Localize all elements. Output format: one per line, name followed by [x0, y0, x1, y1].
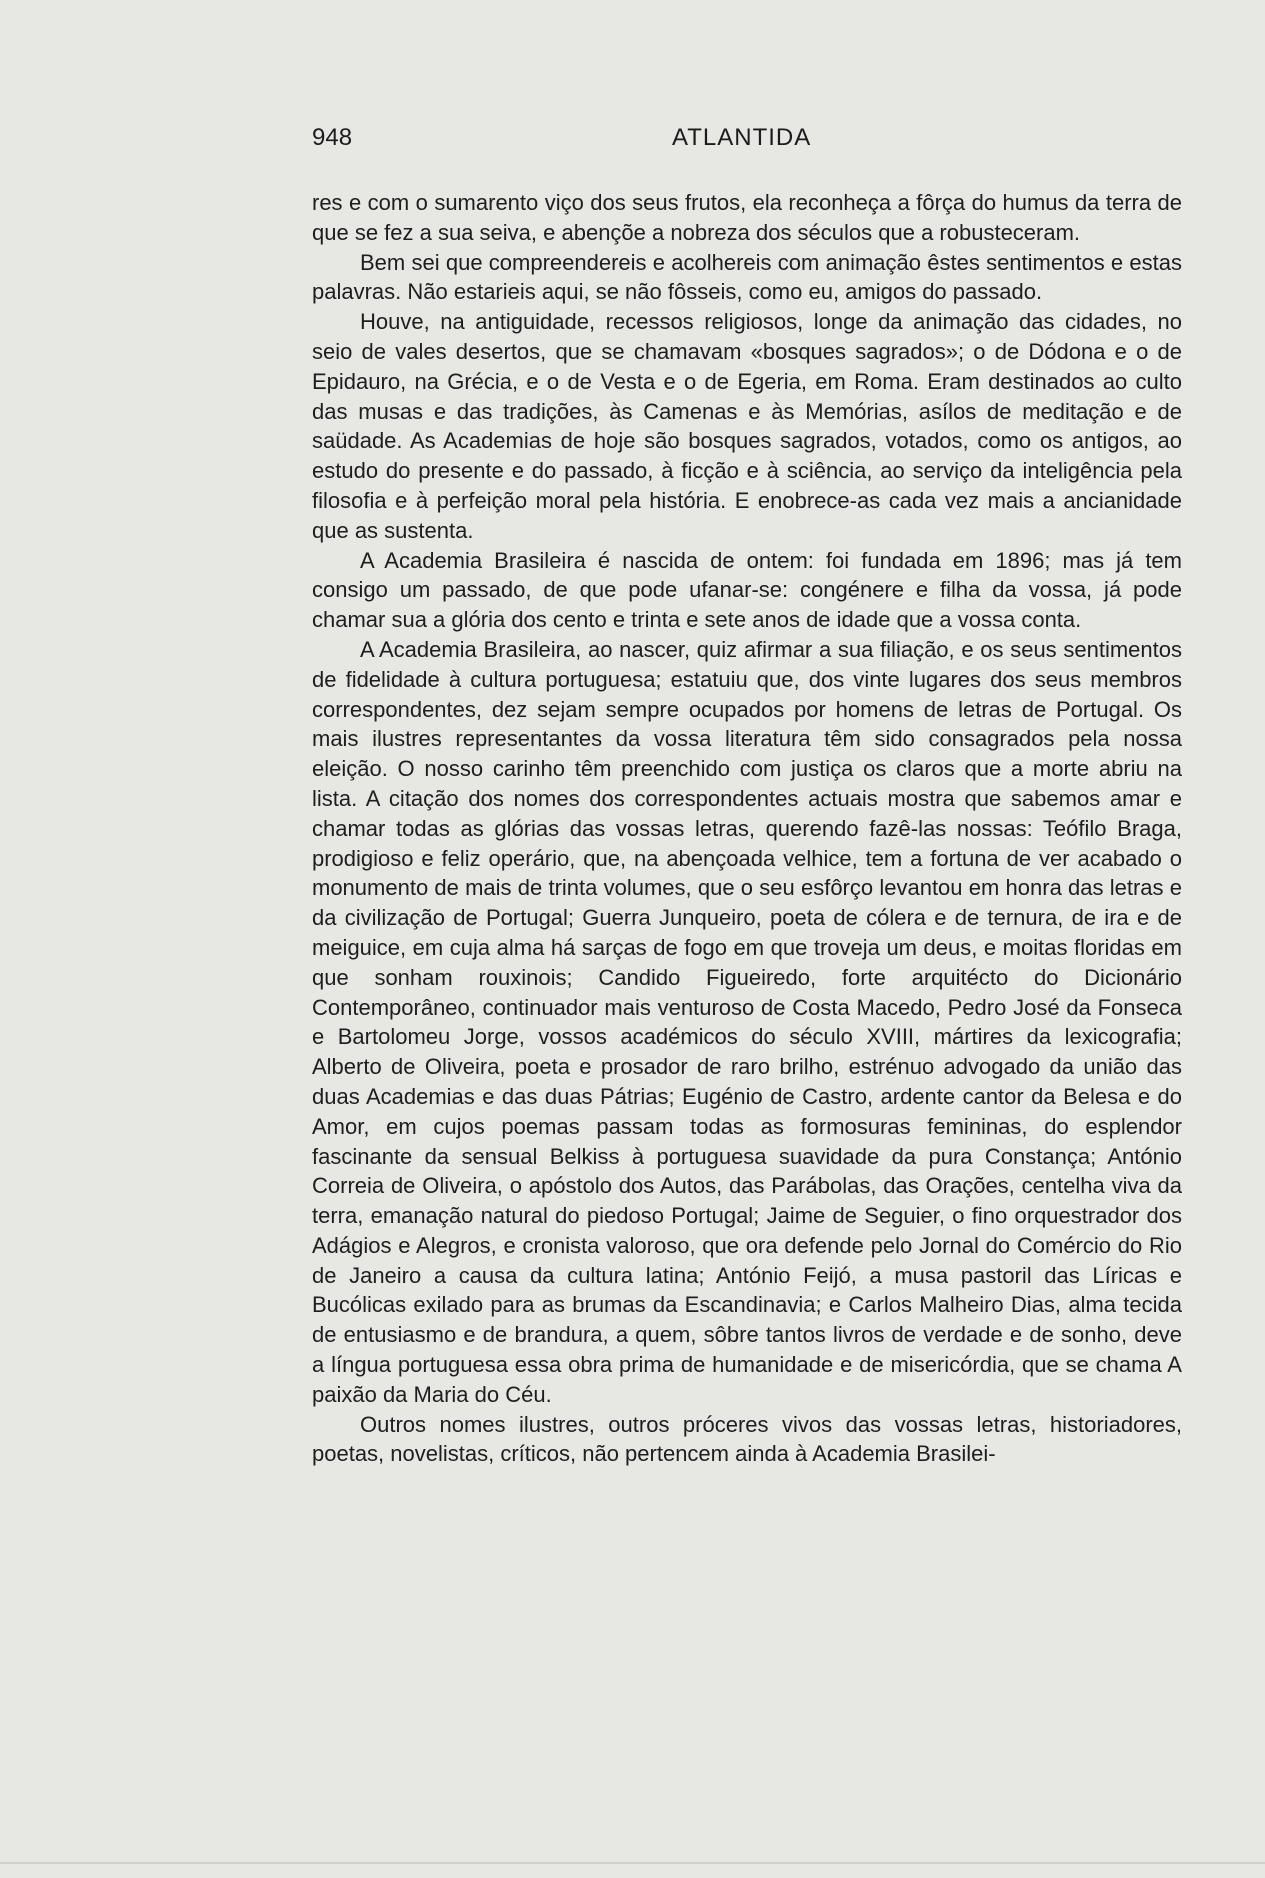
page-header: [312, 124, 1182, 164]
paragraph: Houve, na antiguidade, recessos religiosos, longe da animação das cidades, no seio de vales desertos, que se chamavam «bosques sagrados»; o de Dódona e o de Epidauro, na Grécia, e o de Vesta e o de Egeria, em Roma. Eram destinados ao culto das musas e das tradições, às Camenas e às Memórias, asílos de meditação e de saüdade. As Academias de hoje são bosques sagrados, votados, como os antigos, ao estudo do presente e do passado, à ficção e à sciência, ao serviço da inteligência pela filosofia e à perfeição moral pela história. E enobrece-as cada vez mais a ancianidade que as sustenta.: [312, 309, 1182, 543]
body-text: [312, 188, 1182, 1469]
paragraph: Outros nomes ilustres, outros próceres vivos das vossas letras, historiadores, poetas, novelistas, críticos, não pertencem ainda à Academia Brasilei-: [312, 1411, 1182, 1467]
paragraph: Bem sei que compreendereis e acolhereis com animação êstes sentimentos e estas palavras. Não estarieis aqui, se não fôsseis, como eu, amigos do passado.: [312, 249, 1182, 305]
paragraph: A Academia Brasileira, ao nascer, quiz afirmar a sua filiação, e os seus sentimentos de fidelidade à cultura portuguesa; estatuiu que, dos vinte lugares dos seus membros correspondentes, dez sejam sempre ocupados por homens de letras de Portugal. Os mais ilustres representantes da vossa literatura têm sido consagrados pela nossa eleição. O nosso carinho têm preenchido com justiça os claros que a morte abriu na lista. A citação dos nomes dos correspondentes actuais mostra que sabemos amar e chamar todas as glórias das vossas letras, querendo fazê-las nossas: Teófilo Braga, prodigioso e feliz operário, que, na abençoada velhice, tem a fortuna de ver acabado o monumento de mais de trinta volumes, que o seu esfôrço levantou em honra das letras e da civilização de Portugal; Guerra Junqueiro, poeta de cólera e de ternura, de ira e de meiguice, em cuja alma há sarças de fogo em que troveja um deus, e moitas floridas em que sonham rouxinois; Candido Figueiredo, forte arquitécto do Dicionário Contemporâneo, continuador mais venturoso de Costa Macedo, Pedro José da Fonseca e Bartolomeu Jorge, vossos académicos do século XVIII, mártires da lexicografia; Alberto de Oliveira, poeta e prosador de raro brilho, estrénuo advogado da união das duas Academias e das duas Pátrias; Eugénio de Castro, ardente cantor da Belesa e do Amor, em cujos poemas passam todas as formosuras femininas, do esplendor fascinante da sensual Belkiss à portuguesa suavidade da pura Constança; António Correia de Oliveira, o apóstolo dos Autos, das Parábolas, das Orações, centelha viva da terra, emanação natural do piedoso Portugal; Jaime de Seguier, o fino orquestrador dos Adágios e Alegros, e cronista valoroso, que ora defende pelo Jornal do Comércio do Rio de Janeiro a causa da cultura latina; António Feijó, a musa pastoril das Líricas e Bucólicas exilado para as brumas da Escandinavia; e Carlos Malheiro Dias, alma tecida de entusiasmo e de brandura, a quem, sôbre tantos livros de verdade e de sonho, deve a língua portuguesa essa obra prima de humanidade e de misericórdia, que se chama A paixão da Maria do Céu.: [312, 636, 1182, 1407]
paragraph: A Academia Brasileira é nascida de ontem: foi fundada em 1896; mas já tem consigo um passado, de que pode ufanar-se: congénere e filha da vossa, já pode chamar sua a glória dos cento e trinta e sete anos de idade que a vossa conta.: [312, 547, 1182, 633]
running-title: ATLANTIDA: [672, 124, 812, 151]
page-edge-line: [0, 1862, 1265, 1864]
page-number: 948: [312, 124, 353, 151]
paragraph-continuation: res e com o sumarento viço dos seus frutos, ela reconheça a fôrça do humus da terra de que se fez a sua seiva, e abençõe a nobreza dos séculos que a robusteceram.: [312, 190, 1182, 245]
